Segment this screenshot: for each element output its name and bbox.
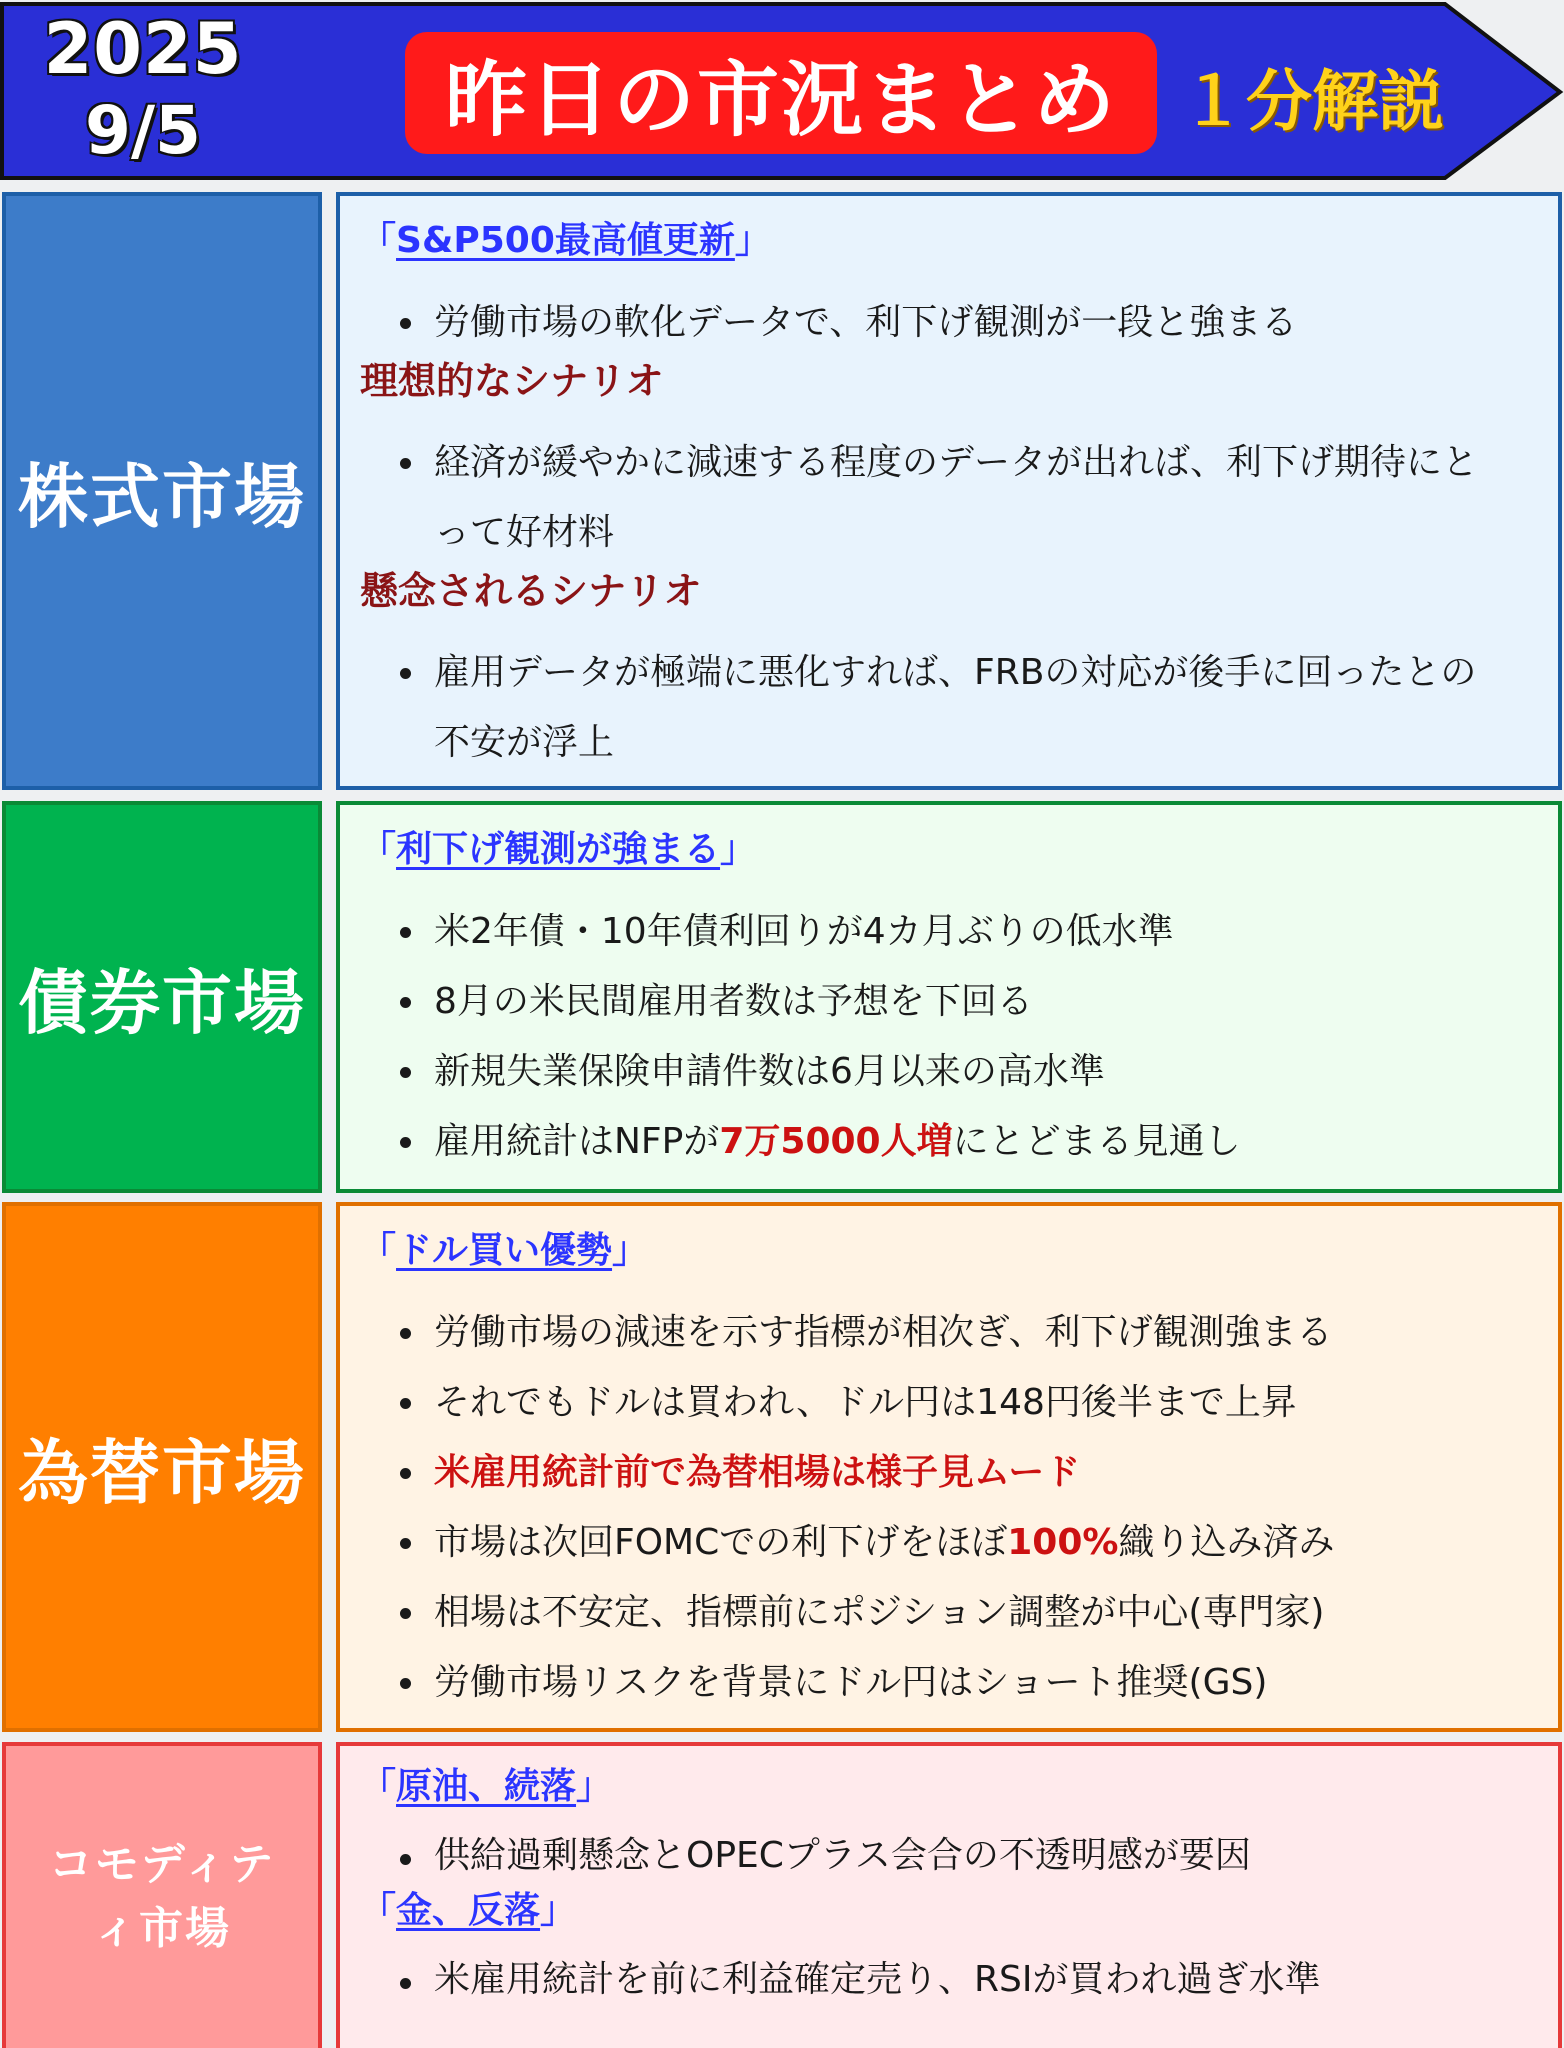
commodities-bullet-1: 供給過剰懸念とOPECプラス会合の不透明感が要因 bbox=[360, 1824, 1538, 1888]
bonds-bullet-3: 新規失業保険申請件数は6月以来の高水準 bbox=[360, 1037, 1538, 1107]
section-content-bonds bbox=[336, 801, 1562, 1193]
bonds-label: 債券市場 bbox=[18, 961, 306, 1044]
commodities-bullet-2: 米雇用統計を前に利益確定売り、RSIが買われ過ぎ水準 bbox=[360, 1948, 1538, 2012]
quote-open: 「 bbox=[360, 220, 397, 261]
stocks-topic-link[interactable]: S&P500最高値更新 bbox=[396, 220, 735, 261]
commodities-topic-1 bbox=[360, 1764, 1538, 1824]
fx-bullet-2: それでもドルは買われ、ドル円は148円後半まで上昇 bbox=[360, 1368, 1538, 1438]
quote-close: 」 bbox=[576, 1766, 613, 1807]
stocks-bullet-3: 雇用データが極端に悪化すれば、FRBの対応が後手に回ったとの不安が浮上 bbox=[360, 638, 1484, 778]
bonds-topic bbox=[360, 827, 1538, 897]
stocks-bullet-2: 経済が緩やかに減速する程度のデータが出れば、利下げ期待にとって好材料 bbox=[360, 428, 1484, 568]
bonds-topic-link[interactable]: 利下げ観測が強まる bbox=[396, 829, 721, 870]
stocks-ideal-heading: 理想的なシナリオ bbox=[360, 359, 664, 403]
header-year: 2025 bbox=[43, 8, 243, 90]
commodities-topic-2-link[interactable]: 金、反落 bbox=[396, 1890, 541, 1931]
fx-topic-link[interactable]: ドル買い優勢 bbox=[396, 1230, 613, 1271]
stocks-concern-heading: 懸念されるシナリオ bbox=[360, 569, 702, 613]
quote-close: 」 bbox=[540, 1890, 577, 1931]
commodities-topic-2 bbox=[360, 1888, 1538, 1948]
bonds-bullet-4 bbox=[360, 1107, 1538, 1177]
quote-close: 」 bbox=[612, 1230, 649, 1271]
fx-bullet-6: 労働市場リスクを背景にドル円はショート推奨(GS) bbox=[360, 1648, 1538, 1718]
fx-bullet-4-post: 織り込み済み bbox=[1118, 1522, 1335, 1563]
section-content-stocks bbox=[336, 192, 1562, 790]
quote-open: 「 bbox=[360, 1230, 397, 1271]
fx-topic bbox=[360, 1228, 1538, 1298]
commodities-topic-1-link[interactable]: 原油、続落 bbox=[396, 1766, 577, 1807]
section-label-fx bbox=[2, 1202, 322, 1732]
page-title: 昨日の市況まとめ bbox=[444, 52, 1117, 148]
stocks-topic bbox=[360, 218, 1538, 288]
quote-close: 」 bbox=[734, 220, 771, 261]
fx-bullet-1: 労働市場の減速を示す指標が相次ぎ、利下げ観測強まる bbox=[360, 1298, 1538, 1368]
fx-bullet-3: 米雇用統計前で為替相場は様子見ムード bbox=[360, 1438, 1538, 1508]
section-label-commodities bbox=[2, 1742, 322, 2048]
bonds-bullet-4-pre: 雇用統計はNFPが bbox=[434, 1121, 720, 1162]
fx-bullet-5: 相場は不安定、指標前にポジション調整が中心(専門家) bbox=[360, 1578, 1538, 1648]
commodities-label: コモディティ市場 bbox=[48, 1839, 276, 1954]
fx-label: 為替市場 bbox=[18, 1431, 306, 1514]
section-content-fx bbox=[336, 1202, 1562, 1732]
stocks-bullet-1: 労働市場の軟化データで、利下げ観測が一段と強まる bbox=[360, 288, 1538, 358]
bonds-bullet-1: 米2年債・10年債利回りが4カ月ぶりの低水準 bbox=[360, 897, 1538, 967]
fx-bullet-4-highlight: 100% bbox=[1007, 1522, 1119, 1563]
quote-open: 「 bbox=[360, 1890, 397, 1931]
quote-open: 「 bbox=[360, 1766, 397, 1807]
section-label-bonds bbox=[2, 801, 322, 1193]
header-date: 9/5 bbox=[85, 92, 201, 169]
header-banner bbox=[0, 0, 1564, 182]
stocks-label: 株式市場 bbox=[18, 455, 306, 538]
bonds-bullet-2: 8月の米民間雇用者数は予想を下回る bbox=[360, 967, 1538, 1037]
bonds-bullet-4-post: にとどまる見通し bbox=[952, 1121, 1241, 1162]
page-subtitle: １分解説 bbox=[1180, 63, 1444, 140]
title-pill bbox=[405, 32, 1157, 154]
fx-bullet-4 bbox=[360, 1508, 1538, 1578]
section-label-stocks bbox=[2, 192, 322, 790]
quote-close: 」 bbox=[720, 829, 757, 870]
fx-bullet-4-pre: 市場は次回FOMCでの利下げをほぼ bbox=[434, 1522, 1008, 1563]
bonds-bullet-4-highlight: 7万5000人増 bbox=[719, 1121, 953, 1162]
section-content-commodities bbox=[336, 1742, 1562, 2048]
quote-open: 「 bbox=[360, 829, 397, 870]
